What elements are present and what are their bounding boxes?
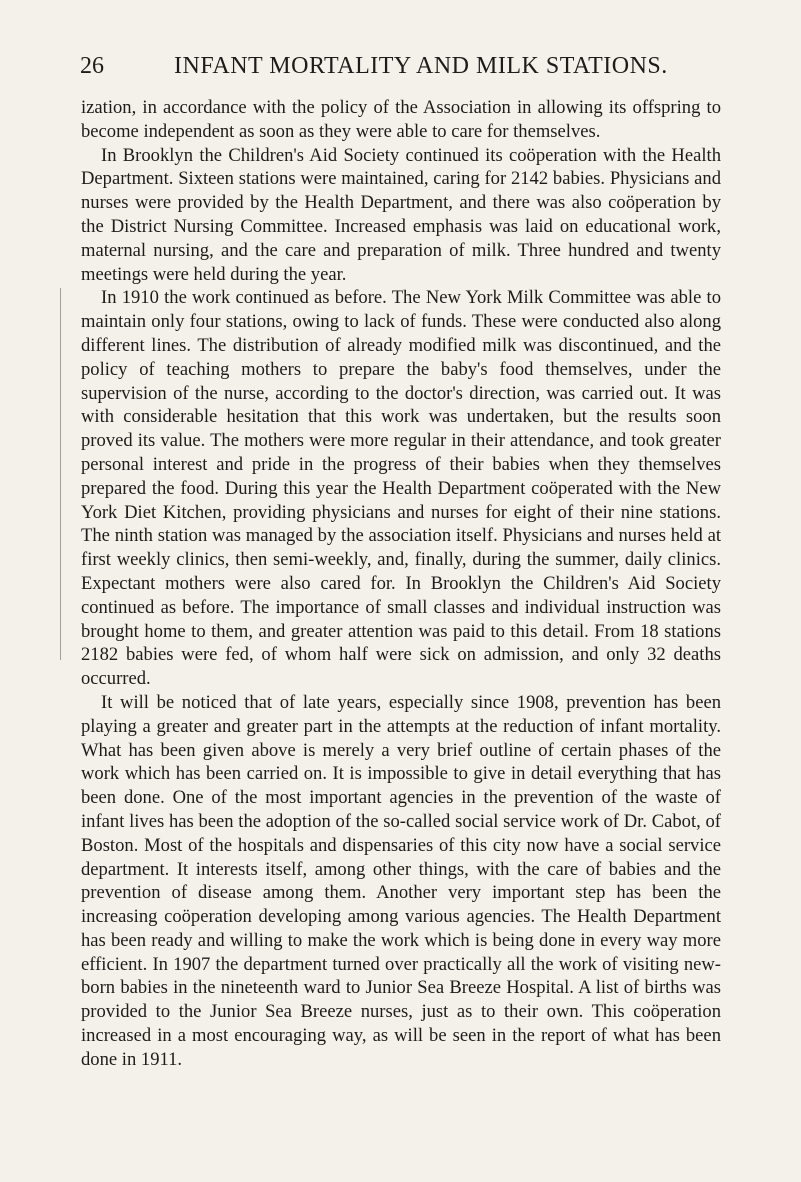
- page-header: [80, 51, 720, 81]
- paragraph-1910: In 1910 the work continued as before. The New York Milk Committee was able to maintain only four stations, owing to lack of funds. These were conducted also along different lines. The distribution of already modified milk was discontinued, and the policy of teaching mothers to prepare the baby's food themselves, under the supervision of the nurse, according to the doctor's direction, was carried out. It was with considerable hesitation that this work was undertaken, but the results soon proved its value. The mothers were more regular in their attendance, and took greater personal interest and pride in the progress of their babies when they themselves prepared the food. During this year the Health Department coöperated with the New York Diet Kitchen, providing physicians and nurses for eight of their nine stations. The ninth station was managed by the association itself. Physicians and nurses held at first weekly clinics, then semi-weekly, and, finally, during the summer, daily clinics. Expectant mothers were also cared for. In Brooklyn the Children's Aid Society continued as before. The importance of small classes and individual instruction was brought home to them, and greater attention was paid to this detail. From 18 stations 2182 babies were fed, of whom half were sick on admission, and only 32 deaths occurred.: [81, 287, 721, 690]
- body-text: [81, 96, 721, 1072]
- paragraph-prevention: It will be noticed that of late years, especially since 1908, prevention has been playing a greater and greater part in the attempts at the reduction of infant mortality. What has been given above is merely a very brief outline of certain phases of the work which has been carried on. It is impossible to give in detail everything that has been done. One of the most important agencies in the prevention of the waste of infant lives has been the adoption of the so-called social service work of Dr. Cabot, of Boston. Most of the hospitals and dispensaries of this city now have a social service department. It interests itself, among other things, with the care of babies and the prevention of disease among them. Another very important step has been the increasing coöperation developing among various agencies. The Health Department has been ready and willing to make the work which is being done in every way more efficient. In 1907 the department turned over practically all the work of visiting new-born babies in the nineteenth ward to Junior Sea Breeze Hospital. A list of births was provided to the Junior Sea Breeze nurses, just as to their own. This coöperation increased in a most encouraging way, as will be seen in the report of what has been done in 1911.: [81, 691, 721, 1070]
- running-title: INFANT MORTALITY AND MILK STATIONS.: [174, 53, 668, 79]
- page-number: 26: [80, 53, 104, 79]
- paragraph-continuation: ization, in accordance with the policy of the Association in allowing its offspring to become independent as soon as they were able to care for themselves.: [81, 97, 721, 142]
- paragraph-brooklyn: In Brooklyn the Children's Aid Society continued its coöperation with the Health Department. Sixteen stations were maintained, caring for 2142 babies. Physicians and nurses were provided by the Health Department, and there was also coöperation by the District Nursing Committee. Increased emphasis was laid on educational work, maternal nursing, and the care and preparation of milk. Three hundred and twenty meetings were held during the year.: [81, 144, 721, 285]
- margin-bracket-mark: [60, 288, 67, 660]
